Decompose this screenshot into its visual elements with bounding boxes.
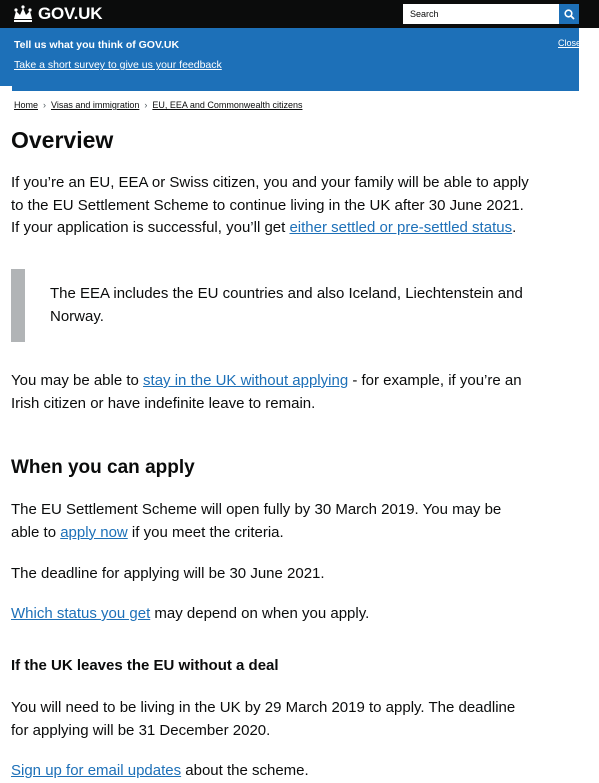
- search-icon: [564, 9, 575, 20]
- no-deal-line-2: for applying will be 31 December 2020.: [11, 721, 271, 739]
- stay-without-applying-link[interactable]: stay in the UK without applying: [143, 372, 349, 389]
- govuk-logo-link[interactable]: [12, 3, 102, 25]
- intro-line-1: If you’re an EU, EEA or Swiss citizen, you and your family will be able to apply: [11, 174, 529, 191]
- open-line-2: [11, 522, 501, 545]
- status-text: may depend on when you apply.: [150, 605, 370, 622]
- search-input[interactable]: [403, 4, 559, 24]
- open-text: able to: [11, 523, 61, 541]
- stay-line-1: [11, 370, 522, 393]
- email-updates-link[interactable]: Sign up for email updates: [11, 762, 182, 779]
- survey-link[interactable]: Take a short survey to give us your feedback: [14, 59, 222, 71]
- crown-icon: [12, 5, 34, 23]
- breadcrumb: [14, 100, 302, 110]
- apply-now-link[interactable]: apply now: [60, 523, 128, 541]
- deadline-paragraph: The deadline for applying will be 30 June 2021.: [11, 565, 325, 582]
- breadcrumb-home[interactable]: Home: [14, 100, 39, 110]
- stay-paragraph: [11, 370, 522, 415]
- open-line-1: The EU Settlement Scheme will open fully by 30 March 2019. You may be: [11, 501, 502, 518]
- no-deal-line-1: You will need to be living in the UK by 29 March 2019 to apply. The deadline: [11, 699, 516, 716]
- intro-line-2: to the EU Settlement Scheme to continue living in the UK after 30 June 2021.: [11, 196, 524, 214]
- status-paragraph: [11, 603, 369, 626]
- inset-text: [50, 283, 580, 328]
- settled-status-link[interactable]: either settled or pre-settled status: [289, 219, 513, 236]
- signup-text: about the scheme.: [181, 762, 309, 779]
- signup-paragraph: [11, 760, 309, 783]
- intro-paragraph: [11, 172, 529, 240]
- stay-line-2: Irish citizen or have indefinite leave to remain.: [11, 394, 316, 412]
- inset-line-1: The EEA includes the EU countries and also Iceland, Liechtenstein and: [50, 285, 523, 302]
- stay-text: You may be able to: [11, 372, 144, 389]
- intro-line-3: [11, 217, 529, 240]
- inset-line-2: Norway.: [50, 307, 104, 325]
- logo-text: GOV.UK: [38, 4, 103, 23]
- open-text-after: if you meet the criteria.: [127, 523, 284, 541]
- govuk-header: [0, 0, 599, 28]
- page-title: Overview: [11, 127, 114, 153]
- banner-close-link[interactable]: Close: [558, 38, 582, 48]
- chevron-right-icon: ›: [43, 100, 47, 110]
- survey-banner: [0, 28, 582, 86]
- stay-text-after: - for example, if you’re an: [348, 372, 522, 389]
- intro-text: If your application is successful, you’ll get: [11, 219, 290, 236]
- open-paragraph: [11, 499, 501, 544]
- intro-period: .: [512, 219, 517, 236]
- no-deal-paragraph: [11, 697, 515, 742]
- banner-divider: [12, 86, 579, 91]
- which-status-link[interactable]: Which status you get: [11, 605, 151, 622]
- breadcrumb-visas[interactable]: Visas and immigration: [51, 100, 140, 110]
- banner-title: Tell us what you think of GOV.UK: [14, 39, 180, 51]
- chevron-right-icon: ›: [144, 100, 148, 110]
- search-button[interactable]: [559, 4, 579, 24]
- no-deal-heading: If the UK leaves the EU without a deal: [11, 657, 279, 674]
- breadcrumb-eu-citizens[interactable]: EU, EEA and Commonwealth citizens: [152, 100, 303, 110]
- inset-text-block: [11, 269, 571, 342]
- when-heading: When you can apply: [11, 457, 195, 478]
